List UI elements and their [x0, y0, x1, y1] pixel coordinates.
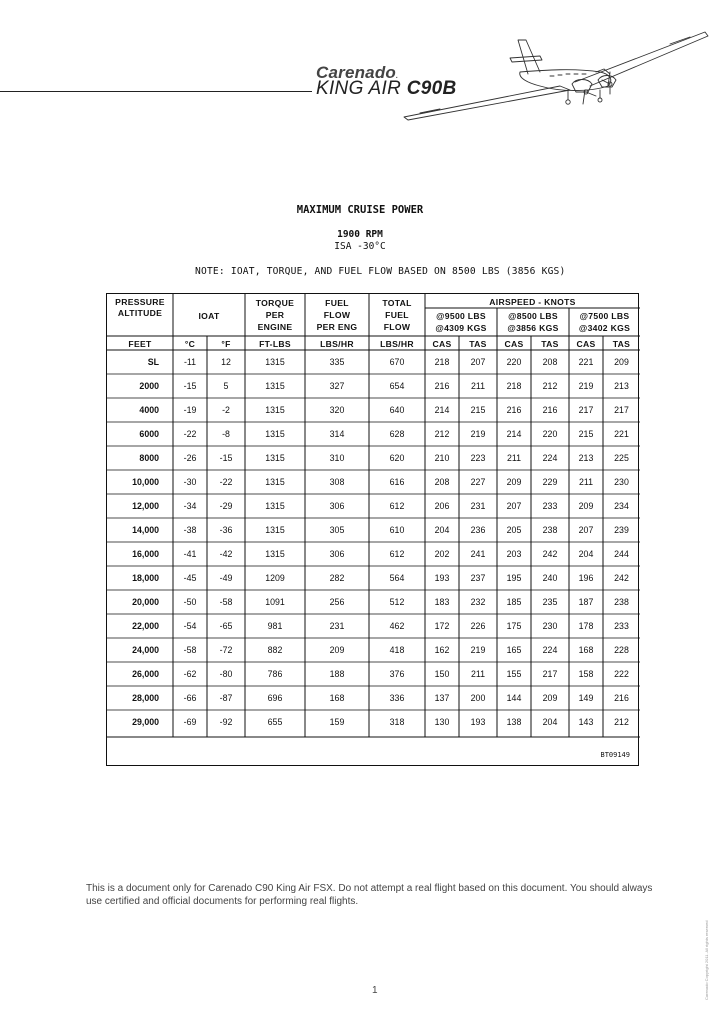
table-cell: 172 — [434, 621, 450, 631]
units-cell: CAS — [432, 339, 452, 349]
table-cell: 1091 — [265, 597, 285, 607]
table-cell: 655 — [267, 717, 283, 727]
table-cell: 215 — [578, 429, 594, 439]
cruise-power-table — [106, 293, 639, 766]
table-cell: 229 — [542, 477, 558, 487]
header-text: FUEL — [325, 298, 349, 308]
table-cell: 230 — [542, 621, 558, 631]
altitude-cell: 22,000 — [132, 621, 159, 631]
table-cell: 204 — [542, 717, 558, 727]
table-cell: 239 — [614, 525, 629, 535]
table-cell: -2 — [222, 405, 230, 415]
altitude-cell: 6000 — [139, 429, 159, 439]
table-cell: 204 — [434, 525, 450, 535]
table-cell: 314 — [329, 429, 345, 439]
table-cell: 223 — [470, 453, 486, 463]
table-cell: 226 — [470, 621, 486, 631]
altitude-cell: 8000 — [139, 453, 159, 463]
table-cell: -92 — [219, 717, 233, 727]
table-cell: -45 — [183, 573, 197, 583]
table-cell: -26 — [183, 453, 197, 463]
table-cell: 231 — [329, 621, 345, 631]
table-cell: 185 — [506, 597, 522, 607]
header-airspeed: AIRSPEED - KNOTS — [489, 297, 576, 307]
header-text: @8500 LBS — [508, 311, 558, 321]
table-cell: 237 — [470, 573, 486, 583]
altitude-cell: 4000 — [139, 405, 159, 415]
altitude-cell: 28,000 — [132, 693, 159, 703]
table-cell: 175 — [506, 621, 522, 631]
header-text: TOTAL — [382, 298, 412, 308]
table-cell: 137 — [434, 693, 450, 703]
table-cell: -38 — [183, 525, 197, 535]
chart-isa: ISA -30°C — [334, 241, 386, 252]
table-cell: 159 — [329, 717, 345, 727]
table-cell: 200 — [470, 693, 486, 703]
chart-rpm: 1900 RPM — [337, 229, 383, 240]
figure-code: BT09149 — [600, 751, 630, 759]
table-cell: 616 — [389, 477, 405, 487]
product-title-prefix: KING AIR — [316, 78, 407, 99]
altitude-cell: 18,000 — [132, 573, 159, 583]
table-cell: 209 — [506, 477, 522, 487]
altitude-cell: 10,000 — [132, 477, 159, 487]
altitude-cell: SL — [147, 357, 159, 367]
table-cell: 211 — [506, 453, 522, 463]
table-cell: 224 — [542, 453, 558, 463]
table-cell: 308 — [329, 477, 345, 487]
table-cell: 216 — [542, 405, 558, 415]
table-cell: 620 — [389, 453, 405, 463]
table-cell: 144 — [506, 693, 522, 703]
table-cell: 216 — [506, 405, 522, 415]
table-cell: 233 — [614, 621, 629, 631]
table-cell: 188 — [329, 669, 345, 679]
header-text: FLOW — [323, 310, 351, 320]
table-cell: 178 — [578, 621, 594, 631]
product-title-suffix: C90B — [406, 78, 457, 99]
table-cell: 418 — [389, 645, 405, 655]
table-cell: 306 — [329, 501, 345, 511]
altitude-cell: 12,000 — [132, 501, 159, 511]
table-cell: 143 — [578, 717, 594, 727]
table-cell: 205 — [506, 525, 522, 535]
header-weight-8500 — [497, 310, 569, 334]
table-cell: 1315 — [265, 429, 285, 439]
table-cell: 213 — [614, 381, 629, 391]
table-cell: 1315 — [265, 357, 285, 367]
table-cell: 193 — [434, 573, 450, 583]
aircraft-illustration-icon — [400, 20, 710, 125]
table-cell: -15 — [183, 381, 197, 391]
table-cell: 1209 — [265, 573, 285, 583]
table-cell: 235 — [542, 597, 558, 607]
table-cell: 220 — [506, 357, 522, 367]
table-cell: 221 — [614, 429, 629, 439]
table-cell: 305 — [329, 525, 345, 535]
table-cell: 207 — [506, 501, 522, 511]
header-ioat: IOAT — [198, 311, 220, 321]
table-cell: 256 — [329, 597, 345, 607]
table-cell: 227 — [470, 477, 486, 487]
table-cell: 225 — [614, 453, 629, 463]
table-cell: 203 — [506, 549, 522, 559]
table-cell: 209 — [614, 357, 629, 367]
table-cell: 240 — [542, 573, 558, 583]
table-cell: 212 — [434, 429, 450, 439]
table-cell: 219 — [578, 381, 594, 391]
table-cell: 1315 — [265, 549, 285, 559]
table-cell: 211 — [470, 381, 486, 391]
header-text: FUEL — [385, 310, 409, 320]
table-cell: -36 — [219, 525, 233, 535]
altitude-cell: 20,000 — [132, 597, 159, 607]
table-cell: -22 — [183, 429, 197, 439]
header-weight-7500 — [569, 310, 640, 334]
table-cell: 209 — [578, 501, 594, 511]
chart-title: MAXIMUM CRUISE POWER — [296, 204, 424, 216]
table-cell: -65 — [219, 621, 233, 631]
table-cell: 217 — [578, 405, 594, 415]
header-text: ENGINE — [257, 322, 293, 332]
header-text: @3856 KGS — [507, 323, 559, 333]
table-cell: -62 — [183, 669, 197, 679]
table-cell: 149 — [578, 693, 594, 703]
table-cell: 168 — [578, 645, 594, 655]
table-cell: 236 — [470, 525, 486, 535]
table-cell: 214 — [506, 429, 522, 439]
units-cell: °F — [221, 339, 231, 349]
table-cell: 155 — [506, 669, 522, 679]
header-total-fuel-flow — [369, 297, 425, 333]
table-cell: 242 — [614, 573, 629, 583]
units-cell: LBS/HR — [380, 339, 414, 349]
table-cell: -87 — [219, 693, 233, 703]
altitude-cell: 16,000 — [132, 549, 159, 559]
table-cell: 212 — [542, 381, 558, 391]
table-cell: 512 — [389, 597, 405, 607]
header-weight-9500 — [425, 310, 497, 334]
table-cell: -50 — [183, 597, 197, 607]
header-text: @9500 LBS — [436, 311, 486, 321]
table-cell: 376 — [389, 669, 405, 679]
table-cell: -41 — [183, 549, 197, 559]
table-cell: 228 — [614, 645, 629, 655]
table-cell: 233 — [542, 501, 558, 511]
table-cell: -54 — [183, 621, 197, 631]
table-cell: -58 — [219, 597, 233, 607]
table-cell: -66 — [183, 693, 197, 703]
table-cell: 612 — [389, 549, 405, 559]
table-cell: 183 — [434, 597, 450, 607]
brand-name: Carenado — [316, 63, 397, 82]
table-cell: 211 — [578, 477, 594, 487]
table-cell: 244 — [614, 549, 629, 559]
table-cell: 213 — [578, 453, 594, 463]
table-cell: 786 — [267, 669, 283, 679]
table-cell: 1315 — [265, 453, 285, 463]
table-cell: 564 — [389, 573, 405, 583]
table-cell: 217 — [614, 405, 629, 415]
table-cell: 187 — [578, 597, 594, 607]
units-cell: FT-LBS — [259, 339, 291, 349]
table-cell: 209 — [329, 645, 345, 655]
table-cell: 195 — [506, 573, 522, 583]
header-text: FLOW — [383, 322, 411, 332]
table-cell: -15 — [219, 453, 233, 463]
table-cell: -58 — [183, 645, 197, 655]
table-cell: 1315 — [265, 501, 285, 511]
units-cell: CAS — [576, 339, 596, 349]
header-fuel-flow — [305, 297, 369, 333]
header-pressure-altitude — [107, 297, 173, 319]
table-cell: 462 — [389, 621, 405, 631]
altitude-cell: 14,000 — [132, 525, 159, 535]
table-cell: 209 — [542, 693, 558, 703]
page-number: 1 — [372, 985, 378, 996]
header-text: TORQUE — [255, 298, 295, 308]
table-cell: 320 — [329, 405, 345, 415]
table-cell: -72 — [219, 645, 233, 655]
table-cell: 150 — [434, 669, 450, 679]
table-cell: 640 — [389, 405, 405, 415]
table-cell: 130 — [434, 717, 450, 727]
disclaimer-text: This is a document only for Carenado C90 King Air FSX. Do not attempt a real flight based on this document. You should always use certified and official documents for performing real flights. — [86, 883, 653, 907]
table-cell: 211 — [470, 669, 486, 679]
chart-note: NOTE: IOAT, TORQUE, AND FUEL FLOW BASED ON 8500 LBS (3856 KGS) — [195, 266, 566, 277]
units-cell: FEET — [128, 339, 152, 349]
units-cell: TAS — [612, 339, 631, 349]
table-cell: 612 — [389, 501, 405, 511]
table-cell: 218 — [506, 381, 522, 391]
table-cell: 318 — [389, 717, 405, 727]
table-cell: 5 — [223, 381, 229, 391]
header-text: ALTITUDE — [117, 308, 163, 318]
table-cell: 306 — [329, 549, 345, 559]
units-cell: TAS — [469, 339, 487, 349]
table-cell: 208 — [434, 477, 450, 487]
header-text: @4309 KGS — [435, 323, 487, 333]
table-cell: 217 — [542, 669, 558, 679]
table-cell: 216 — [434, 381, 450, 391]
table-cell: 168 — [329, 693, 345, 703]
table-cell: -11 — [183, 357, 197, 367]
table-cell: 219 — [470, 429, 486, 439]
altitude-cell: 29,000 — [132, 717, 159, 727]
table-cell: 216 — [614, 693, 629, 703]
table-cell: 218 — [434, 357, 450, 367]
header-text: @7500 LBS — [579, 311, 630, 321]
altitude-cell: 2000 — [139, 381, 159, 391]
header-rule — [0, 91, 312, 92]
table-cell: 214 — [434, 405, 450, 415]
table-cell: -19 — [183, 405, 197, 415]
header-torque — [245, 297, 305, 333]
table-cell: 882 — [267, 645, 283, 655]
table-cell: 1315 — [265, 525, 285, 535]
header-text: PRESSURE — [115, 297, 165, 307]
table-cell: 232 — [470, 597, 486, 607]
table-cell: 230 — [614, 477, 629, 487]
table-cell: 670 — [389, 357, 405, 367]
table-cell: -49 — [219, 573, 233, 583]
table-cell: 224 — [542, 645, 558, 655]
table-cell: 219 — [470, 645, 486, 655]
table-cell: 220 — [542, 429, 558, 439]
units-cell: LBS/HR — [320, 339, 354, 349]
table-cell: 1315 — [265, 381, 285, 391]
table-cell: -80 — [219, 669, 233, 679]
units-cell: TAS — [541, 339, 559, 349]
table-cell: -34 — [183, 501, 197, 511]
table-cell: 231 — [470, 501, 486, 511]
table-cell: 282 — [329, 573, 345, 583]
table-cell: 202 — [434, 549, 450, 559]
table-cell: 628 — [389, 429, 405, 439]
units-cell: °C — [184, 339, 196, 349]
header-text: PER — [265, 310, 285, 320]
table-cell: -30 — [183, 477, 197, 487]
table-cell: 238 — [614, 597, 629, 607]
table-cell: 12 — [221, 357, 231, 367]
table-cell: 336 — [389, 693, 405, 703]
table-cell: -69 — [183, 717, 197, 727]
table-cell: 210 — [434, 453, 450, 463]
table-cell: 138 — [506, 717, 522, 727]
table-cell: 193 — [470, 717, 486, 727]
table-cell: 981 — [267, 621, 283, 631]
altitude-cell: 24,000 — [132, 645, 159, 655]
table-cell: 242 — [542, 549, 558, 559]
table-cell: 196 — [578, 573, 594, 583]
table-cell: 207 — [470, 357, 486, 367]
table-cell: 208 — [542, 357, 558, 367]
brand-logo: Carenado. — [316, 63, 399, 82]
table-cell: 207 — [578, 525, 594, 535]
altitude-cell: 26,000 — [132, 669, 159, 679]
table-cell: -42 — [219, 549, 233, 559]
table-cell: 204 — [578, 549, 594, 559]
units-cell: CAS — [504, 339, 524, 349]
table-cell: 1315 — [265, 477, 285, 487]
table-cell: 310 — [329, 453, 345, 463]
table-cell: 696 — [267, 693, 283, 703]
table-cell: 1315 — [265, 405, 285, 415]
table-cell: 165 — [506, 645, 522, 655]
table-cell: 215 — [470, 405, 486, 415]
table-cell: 206 — [434, 501, 450, 511]
table-cell: 241 — [470, 549, 486, 559]
table-cell: 654 — [389, 381, 405, 391]
table-cell: 327 — [329, 381, 345, 391]
table-cell: 222 — [614, 669, 629, 679]
table-cell: 162 — [434, 645, 450, 655]
header-text: @3402 KGS — [578, 323, 631, 333]
table-cell: -29 — [219, 501, 233, 511]
table-cell: -22 — [219, 477, 233, 487]
table-cell: 238 — [542, 525, 558, 535]
copyright-note: Carenado Copyright 2011. All rights reserved — [704, 920, 709, 1000]
header-text: PER ENG — [316, 322, 358, 332]
table-cell: 221 — [578, 357, 594, 367]
table-cell: 234 — [614, 501, 629, 511]
table-cell: 610 — [389, 525, 405, 535]
table-cell: 335 — [329, 357, 345, 367]
table-cell: 158 — [578, 669, 594, 679]
table-cell: 212 — [614, 717, 629, 727]
table-cell: -8 — [222, 429, 230, 439]
